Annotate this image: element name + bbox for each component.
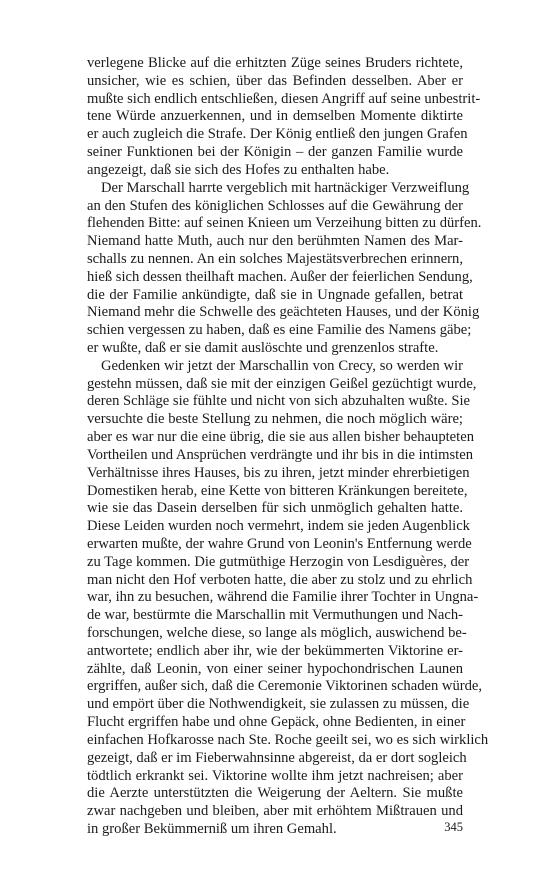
text-line: de war, bestürmte die Marschallin mit Vermuthungen und Nach- [87, 607, 463, 624]
text-line: angezeigt, daß sie sich des Hofes zu enthalten habe. [87, 161, 390, 178]
text-line: antwortete; endlich aber ihr, wie der bekümmerten Viktorine er- [87, 642, 463, 659]
text-line: gezeigt, daß er im Fieberwahnsinne abgereist, da er dort sogleich [87, 749, 467, 766]
text-line: Niemand mehr die Schwelle des geächteten Hauses, und der König [87, 304, 480, 321]
text-line: schalls zu nennen. An ein solches Majestätsverbrechen erinnern, [87, 250, 463, 267]
paragraph-3 [87, 357, 489, 839]
text-line: zählte, daß Leonin, von einer seiner hypochondrischen Launen [87, 660, 463, 677]
text-line: forschungen, welche diese, so lange als möglich, auswichend be- [87, 625, 467, 641]
text-line: mußte sich endlich entschließen, diesen Angriff auf seine unbestrit- [87, 90, 481, 107]
text-line: man nicht den Hof verboten hatte, die aber zu stolz und zu ehrlich [87, 571, 473, 588]
text-line: tödtlich erkrankt sei. Viktorine wollte ihm jetzt nachreisen; aber [87, 767, 463, 784]
text-line: und empört über die Nothwendigkeit, sie zulassen zu müssen, die [87, 696, 470, 713]
text-line: Diese Leiden wurden noch vermehrt, indem sie jeden Augenblick [87, 518, 470, 535]
text-line: in großer Bekümmerniß um ihren Gemahl. [87, 820, 337, 837]
text-line: Verhältnisse ihres Hauses, bis zu ihren, jetzt minder ehrerbietigen [87, 464, 470, 481]
text-line: einfachen Hofkarosse nach Ste. Roche geeilt sei, wo es sich wirklich [87, 731, 489, 748]
text-line: ergriffen, außer sich, daß die Ceremonie Viktorinen schaden würde, [87, 678, 483, 695]
text-line: war, ihn zu besuchen, während die Familie ihrer Tochter in Ungna- [87, 589, 479, 606]
text-line: unsicher, wie es schien, über das Befinden desselben. Aber er [87, 72, 463, 89]
text-line: er wußte, daß er sie damit auslöschte und grenzenlos strafte. [87, 340, 439, 356]
text-line: tene Würde anzuerkennen, und in demselben Momente diktirte [87, 108, 463, 125]
text-line: Niemand hatte Muth, auch nur den berühmten Namen des Mar- [87, 233, 463, 250]
text-line: die der Familie ankündigte, daß sie in Ungnade gefallen, betrat [87, 286, 463, 303]
text-line: die Aerzte unterstützten die Weigerung der Aeltern. Sie mußte [87, 785, 463, 802]
text-line: deren Schläge sie fühlte und nicht von sich abzuhalten wußte. Sie [87, 393, 470, 410]
text-line: aber es war nur die eine übrig, die sie aus allen bisher behaupteten [87, 429, 474, 446]
text-line: wie sie das Dasein derselben für sich unmöglich gehalten hatte. [87, 500, 463, 517]
text-line: er auch zugleich die Strafe. Der König entließ den jungen Grafen [87, 126, 468, 143]
text-line: versuchte die beste Stellung zu nehmen, die noch möglich wäre; [87, 411, 463, 428]
text-line: seiner Funktionen bei der Königin – der ganzen Familie wurde [87, 144, 463, 161]
text-line: hieß sich dessen theilhaft machen. Außer der feierlichen Sendung, [87, 268, 473, 285]
text-line: Der Marschall harrte vergeblich mit hartnäckiger Verzweiflung [101, 179, 470, 196]
text-line: Vortheilen und Ansprüchen verdrängte und ihr bis in die intimsten [87, 446, 473, 463]
book-page-text [87, 55, 489, 839]
text-line: zu Tage kommen. Die gutmüthige Herzogin von Lesdiguères, der [87, 553, 470, 570]
text-line: an den Stufen des königlichen Schlosses auf die Gewährung der [87, 197, 463, 214]
text-line: gestehn müssen, daß sie mit der einzigen Geißel gezüchtigt wurde, [87, 375, 477, 392]
text-line: Flucht ergriffen habe und ohne Gepäck, ohne Bedienten, in einer [87, 714, 466, 731]
text-line: Gedenken wir jetzt der Marschallin von Crecy, so werden wir [101, 357, 463, 374]
paragraph-2 [87, 179, 482, 358]
text-line: verlegene Blicke auf die erhitzten Züge seines Bruders richtete, [87, 55, 463, 71]
text-line: zwar nachgeben und bleiben, aber mit erhöhtem Mißtrauen und [87, 803, 463, 820]
text-line: erwarten mußte, der wahre Grund von Leonin's Entfernung werde [87, 535, 472, 552]
text-line: schien vergessen zu haben, daß es eine Familie des Namens gäbe; [87, 322, 472, 339]
text-line: flehenden Bitte: auf seinen Knieen um Verzeihung bitten zu dürfen. [87, 215, 482, 232]
text-line: Domestiken herab, eine Kette von bitteren Kränkungen bereitete, [87, 482, 468, 499]
paragraph-1 [87, 55, 481, 180]
page-number: 345 [444, 820, 463, 834]
